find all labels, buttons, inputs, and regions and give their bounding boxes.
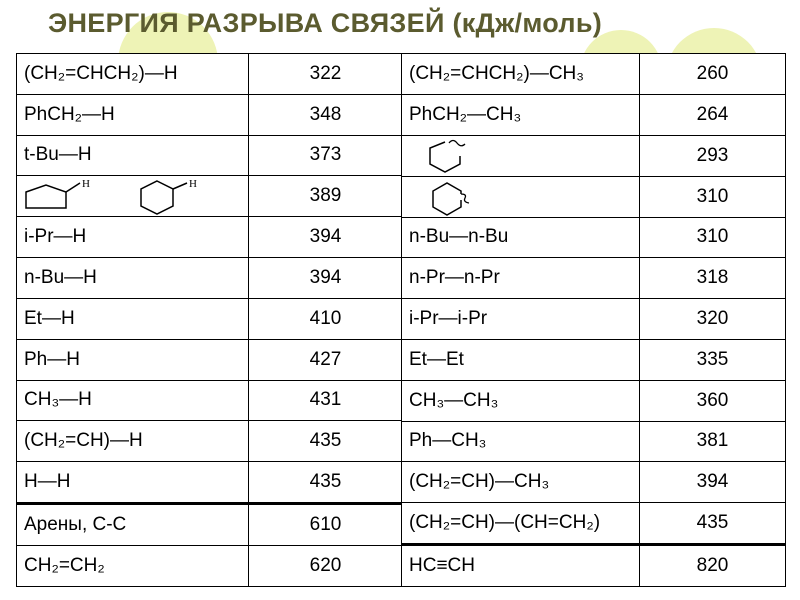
bond-cell: (CH₂=CHCH₂)—H [17, 54, 249, 95]
table-row [17, 176, 403, 217]
bond-cell: Ph—CH₃ [402, 421, 640, 462]
table-row [402, 135, 786, 176]
structure-cell [402, 135, 640, 176]
energy-cell: 320 [640, 299, 786, 340]
table-row [17, 421, 403, 462]
energy-cell: 620 [249, 545, 403, 586]
table-row [17, 545, 403, 586]
cyclohexane-cleavage-icon [409, 136, 489, 176]
energy-cell: 820 [640, 544, 786, 586]
bond-cell: PhCH₂—CH₃ [402, 94, 640, 135]
table-row [402, 380, 786, 421]
bond-cell: t-Bu—H [17, 135, 249, 176]
energy-cell: 435 [640, 503, 786, 545]
energy-cell: 394 [249, 258, 403, 299]
table-row [17, 503, 403, 545]
bond-cell: Ph—H [17, 339, 249, 380]
table-row [402, 94, 786, 135]
energy-cell: 427 [249, 339, 403, 380]
bond-cell: n-Pr—n-Pr [402, 258, 640, 299]
table-row [402, 299, 786, 340]
bond-energy-table-right [401, 53, 786, 587]
bond-cell: n-Bu—H [17, 258, 249, 299]
bond-cell: CH₂=CH₂ [17, 545, 249, 586]
energy-cell: 389 [249, 176, 403, 217]
energy-cell: 360 [640, 380, 786, 421]
energy-cell: 310 [640, 217, 786, 258]
page-title: ЭНЕРГИЯ РАЗРЫВА СВЯЗЕЙ (кДж/моль) [48, 8, 603, 38]
table-row [402, 339, 786, 380]
energy-cell: 373 [249, 135, 403, 176]
bond-cell: PhCH₂—H [17, 94, 249, 135]
table-row [402, 217, 786, 258]
energy-cell: 310 [640, 176, 786, 217]
bond-cell: CH₃—CH₃ [402, 380, 640, 421]
table-row [17, 94, 403, 135]
table-row [17, 298, 403, 339]
table-row [402, 503, 786, 545]
table-row [17, 462, 403, 504]
bond-cell: Et—Et [402, 339, 640, 380]
energy-cell: 264 [640, 94, 786, 135]
energy-cell: 435 [249, 462, 403, 504]
table-row [17, 217, 403, 258]
table-row [17, 339, 403, 380]
energy-cell: 318 [640, 258, 786, 299]
table-row [402, 54, 786, 95]
energy-cell: 435 [249, 421, 403, 462]
energy-cell: 410 [249, 298, 403, 339]
bond-cell: i-Pr—i-Pr [402, 299, 640, 340]
structure-cell [17, 176, 249, 217]
bond-cell: (CH₂=CH)—(CH=CH₂) [402, 503, 640, 545]
bond-cell: Et—H [17, 298, 249, 339]
energy-cell: 381 [640, 421, 786, 462]
bond-cell: (CH₂=CH)—CH₃ [402, 462, 640, 503]
svg-text:H: H [82, 178, 90, 191]
energy-cell: 431 [249, 380, 403, 421]
table-row [17, 54, 403, 95]
bond-cell: Арены, C-C [17, 503, 249, 545]
energy-cell: 260 [640, 54, 786, 95]
table-row [17, 380, 403, 421]
table-row [402, 258, 786, 299]
bond-cell: n-Bu—n-Bu [402, 217, 640, 258]
bond-cell: i-Pr—H [17, 217, 249, 258]
table-row [17, 258, 403, 299]
energy-cell: 293 [640, 135, 786, 176]
table-row [402, 176, 786, 217]
table-row [402, 462, 786, 503]
bond-cell: HC≡CH [402, 544, 640, 586]
energy-cell: 610 [249, 503, 403, 545]
energy-cell: 394 [249, 217, 403, 258]
bond-cell: H—H [17, 462, 249, 504]
svg-text:H: H [189, 178, 197, 191]
energy-cell: 394 [640, 462, 786, 503]
energy-cell: 322 [249, 54, 403, 95]
table-row [402, 421, 786, 462]
bond-cell: (CH₂=CHCH₂)—CH₃ [402, 54, 640, 95]
energy-cell: 335 [640, 339, 786, 380]
cycloalkane-structures-icon [24, 176, 234, 216]
cyclohexane-cleavage-icon [409, 177, 489, 217]
bond-energy-table-left [16, 53, 403, 587]
structure-cell [402, 176, 640, 217]
energy-cell: 348 [249, 94, 403, 135]
table-row [402, 544, 786, 586]
bond-cell: CH₃—H [17, 380, 249, 421]
table-row [17, 135, 403, 176]
bond-cell: (CH₂=CH)—H [17, 421, 249, 462]
